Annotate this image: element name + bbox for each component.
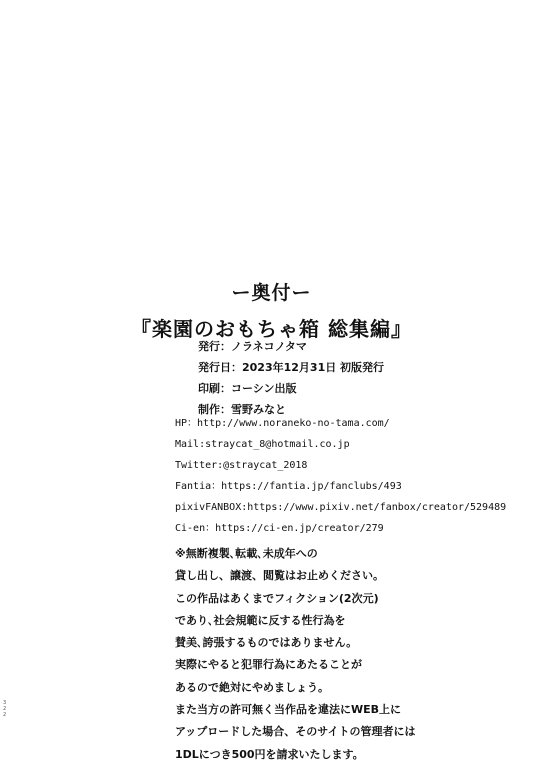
notice-line: アップロードした場合、そのサイトの管理者には <box>175 725 416 739</box>
notice-line: ※無断複製､転載､未成年への <box>175 547 318 560</box>
link-twitter: Twitter:@straycat_2018 <box>175 460 308 471</box>
contact-links <box>175 413 506 539</box>
notice-line: また当方の許可無く当作品を違法にWEB上に <box>175 703 402 717</box>
notice-line: 貸し出し、譲渡、閲覧はお止めください。 <box>175 569 384 583</box>
page-number-digit: 2 <box>3 706 7 712</box>
credit-label: 制作： <box>198 403 231 416</box>
link-mail: Mail:straycat_8@hotmail.co.jp <box>175 439 350 450</box>
page-number-digit: 3 <box>3 700 7 706</box>
credit-publish-date <box>198 357 384 378</box>
credit-label: 発行： <box>198 340 231 353</box>
notice-line: あるので絶対にやめましょう。 <box>175 680 329 694</box>
legal-notice <box>175 543 415 766</box>
credit-label: 印刷： <box>198 382 231 395</box>
notice-line: 実際にやると犯罪行為にあたることが <box>175 658 362 672</box>
page-number <box>3 700 6 718</box>
credit-publisher <box>198 336 384 357</box>
credit-value: コーシン出版 <box>231 382 297 395</box>
page-number-digit: 2 <box>3 712 7 718</box>
notice-line: 1DLにつき500円を請求いたします。 <box>175 747 364 761</box>
link-homepage: HP：http://www.noraneko-no-tama.com/ <box>175 418 390 429</box>
colophon-heading: ー奥付ー <box>231 282 312 304</box>
link-pixiv-fanbox: pixivFANBOX:https://www.pixiv.net/fanbox/creator/529489 <box>175 502 507 513</box>
credits-block <box>198 336 384 420</box>
credit-printer <box>198 378 384 399</box>
book-title: 『楽園のおもちゃ箱 総集編』 <box>131 317 412 341</box>
notice-line: であり､社会規範に反する性行為を <box>175 613 346 627</box>
credit-value: 2023年12月31日 初版発行 <box>242 361 385 374</box>
link-fantia: Fantia：https://fantia.jp/fanclubs/493 <box>175 481 402 492</box>
link-ci-en: Ci-en：https://ci-en.jp/creator/279 <box>175 523 384 534</box>
credit-value: 雪野みなと <box>231 403 286 416</box>
page-number-digits <box>3 700 6 718</box>
credit-label: 発行日： <box>198 361 242 374</box>
notice-line: この作品はあくまでフィクション(2次元) <box>175 591 379 605</box>
notice-line: 賛美､誇張するものではありません。 <box>175 636 358 650</box>
credit-value: ノラネコノタマ <box>231 340 307 353</box>
